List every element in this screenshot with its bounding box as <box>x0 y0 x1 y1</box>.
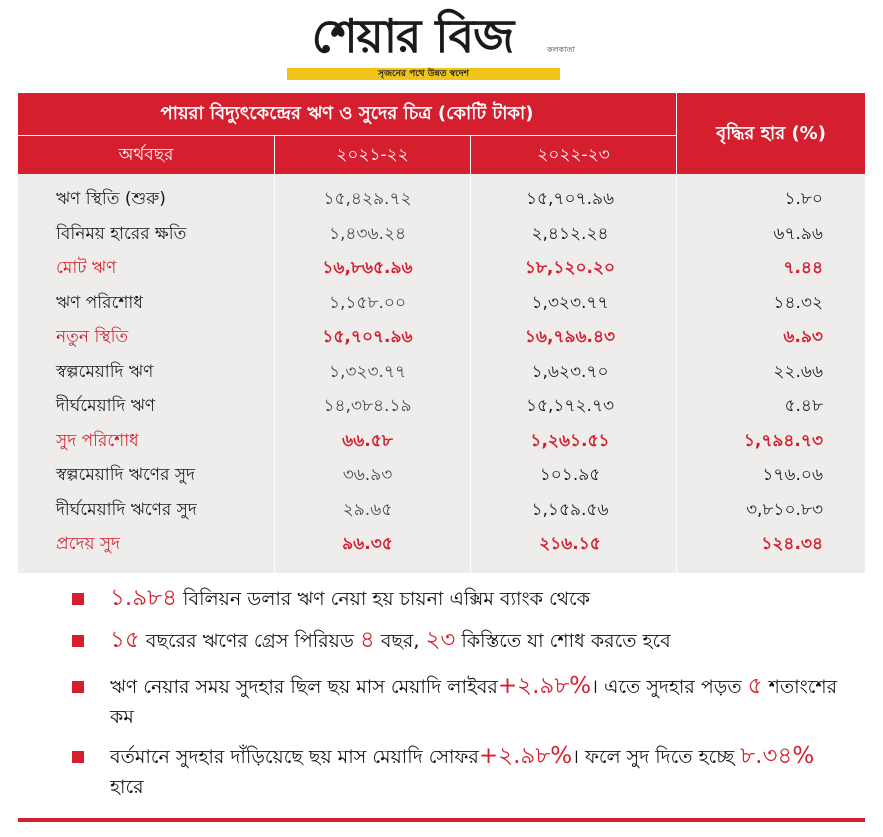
value-2022-23: ১৫,১৭২.৭৩ <box>525 396 615 416</box>
value-2022-23: ১,১৫৯.৫৬ <box>531 499 609 520</box>
row-label: দীর্ঘমেয়াদি ঋণ <box>56 396 156 416</box>
footer-divider <box>18 818 865 822</box>
value-2022-23: ১৬,৭৯৬.৪৩ <box>524 327 616 347</box>
bullet-square-icon <box>72 681 84 693</box>
header-fiscal-year: অর্থবছর <box>118 145 174 165</box>
row-label: বিনিময় হারের ক্ষতি <box>56 223 187 244</box>
row-label: ঋণ স্থিতি (শুরু) <box>56 189 166 209</box>
table-row <box>18 320 865 355</box>
value-2021-22: ১,৪৩৬.২৪ <box>328 223 407 244</box>
value-2021-22: ১৪,৩৮৪.১৯ <box>323 396 412 416</box>
table-row <box>18 355 865 390</box>
table-row <box>18 493 865 528</box>
header-divider <box>18 135 676 136</box>
row-label: মোট ঋণ <box>56 258 117 278</box>
value-2021-22: ২৯.৬৫ <box>342 499 393 520</box>
growth-rate-value: ৬৭.৯৬ <box>773 223 823 244</box>
value-2021-22: ৩৬.৯৩ <box>342 465 393 485</box>
bullet-text: শতাংশের কম <box>110 676 838 728</box>
row-label: স্বল্পমেয়াদি ঋণ <box>56 361 154 382</box>
bullet-square-icon <box>72 751 84 763</box>
value-2022-23: ১,৬২৩.৭০ <box>531 361 609 382</box>
value-2022-23: ১০১.৯৫ <box>539 465 601 485</box>
bullet-text: ঋণ নেয়ার সময় সুদহার ছিল ছয় মাস মেয়াদি লাইবর <box>110 676 498 698</box>
growth-rate-value: ২২.৬৬ <box>773 361 823 382</box>
table-row <box>18 389 865 424</box>
value-2021-22: ১৫,৪২৯.৭২ <box>323 189 412 209</box>
bullet-square-icon <box>72 635 84 647</box>
bullet-text: বিলিয়ন ডলার ঋণ নেয়া হয় চায়না এক্সিম ব্যাংক থেকে <box>177 588 590 610</box>
row-label: প্রদেয় সুদ <box>56 534 121 554</box>
value-2021-22: ১,৩২৩.৭৭ <box>328 361 407 382</box>
value-2021-22: ১৬,৮৬৫.৯৬ <box>322 258 413 278</box>
bullet-text: বছর, <box>374 630 426 652</box>
highlight-value: ১.৯৮৪ <box>110 585 178 611</box>
bullet-text: হারে <box>110 776 144 798</box>
value-2022-23: ১,২৬১.৫১ <box>530 430 610 451</box>
table-row <box>18 458 865 493</box>
value-2022-23: ১৫,৭০৭.৯৬ <box>525 189 615 209</box>
logo-edition: কলকাতা <box>547 45 575 54</box>
growth-rate-value: ৬.৯৩ <box>783 327 823 347</box>
bullet-text: । এতে সুদহার পড়ত <box>591 676 748 698</box>
value-2022-23: ১৮,১২০.২০ <box>524 258 616 278</box>
row-label: দীর্ঘমেয়াদি ঋণের সুদ <box>56 499 197 520</box>
row-label: সুদ পরিশোধ <box>56 430 139 451</box>
table-header-row <box>18 136 676 174</box>
table-row <box>18 424 865 459</box>
debt-interest-table <box>18 93 865 573</box>
table-row <box>18 286 865 321</box>
table-row <box>18 182 865 217</box>
bullet-text: বছরের ঋণের গ্রেস পিরিয়ড <box>139 630 360 652</box>
highlight-value: ১৫ <box>110 627 140 653</box>
highlight-value: ২৩ <box>425 627 456 653</box>
value-2022-23: ১,৩২৩.৭৭ <box>531 292 609 313</box>
growth-rate-value: ৩,৮১০.৮৩ <box>745 499 823 520</box>
growth-rate-value: ৫.৪৮ <box>784 396 823 416</box>
growth-rate-value: ১৭৬.০৬ <box>762 465 823 485</box>
table-row <box>18 527 865 562</box>
bullet-text: । ফলে সুদ দিতে হচ্ছে <box>572 746 741 768</box>
logo-title: শেয়ার বিজ <box>311 9 514 63</box>
highlight-value: ৫ <box>747 673 763 699</box>
value-2021-22: ১৫,৭০৭.৯৬ <box>322 327 413 347</box>
highlight-value: +২.৯৮% <box>497 673 592 699</box>
growth-rate-value: ১.৮০ <box>784 189 823 209</box>
growth-rate-value: ১৪.৩২ <box>773 292 823 313</box>
masthead-logo <box>285 10 585 80</box>
row-label: ঋণ পরিশোধ <box>56 292 143 313</box>
row-label: নতুন স্থিতি <box>56 327 129 347</box>
highlight-value: +২.৯৮% <box>478 743 573 769</box>
value-2021-22: ৬৬.৫৮ <box>342 430 393 451</box>
bullet-text: কিস্তিতে যা শোধ করতে হবে <box>455 630 671 652</box>
highlight-value: ৮.৩৪% <box>740 743 815 769</box>
table-title: পায়রা বিদ্যুৎকেন্দ্রের ঋণ ও সুদের চিত্র (কোটি টাকা) <box>18 93 676 135</box>
value-2021-22: ১,১৫৮.০০ <box>328 292 407 313</box>
growth-rate-value: ১২৪.৩৪ <box>761 534 823 554</box>
value-2021-22: ৯৬.৩৫ <box>342 534 393 554</box>
table-row <box>18 251 865 286</box>
header-year-1: ২০২১-২২ <box>336 145 409 165</box>
bullet-text: বর্তমানে সুদহার দাঁড়িয়েছে ছয় মাস মেয়াদি সোফর <box>110 746 479 768</box>
bullet-square-icon <box>72 593 84 605</box>
logo-tagline: সৃজনের পথে উন্নত স্বদেশ <box>378 69 469 79</box>
value-2022-23: ২১৬.১৫ <box>539 534 601 554</box>
highlight-value: ৪ <box>359 627 375 653</box>
table-row <box>18 217 865 252</box>
header-growth-rate: বৃদ্ধির হার (%) <box>677 93 865 174</box>
growth-rate-value: ১,৭৯৪.৭৩ <box>743 430 823 451</box>
header-year-2: ২০২২-২৩ <box>537 145 610 165</box>
value-2022-23: ২,৪১২.২৪ <box>531 223 609 244</box>
row-label: স্বল্পমেয়াদি ঋণের সুদ <box>56 465 195 485</box>
growth-rate-value: ৭.৪৪ <box>783 258 823 278</box>
